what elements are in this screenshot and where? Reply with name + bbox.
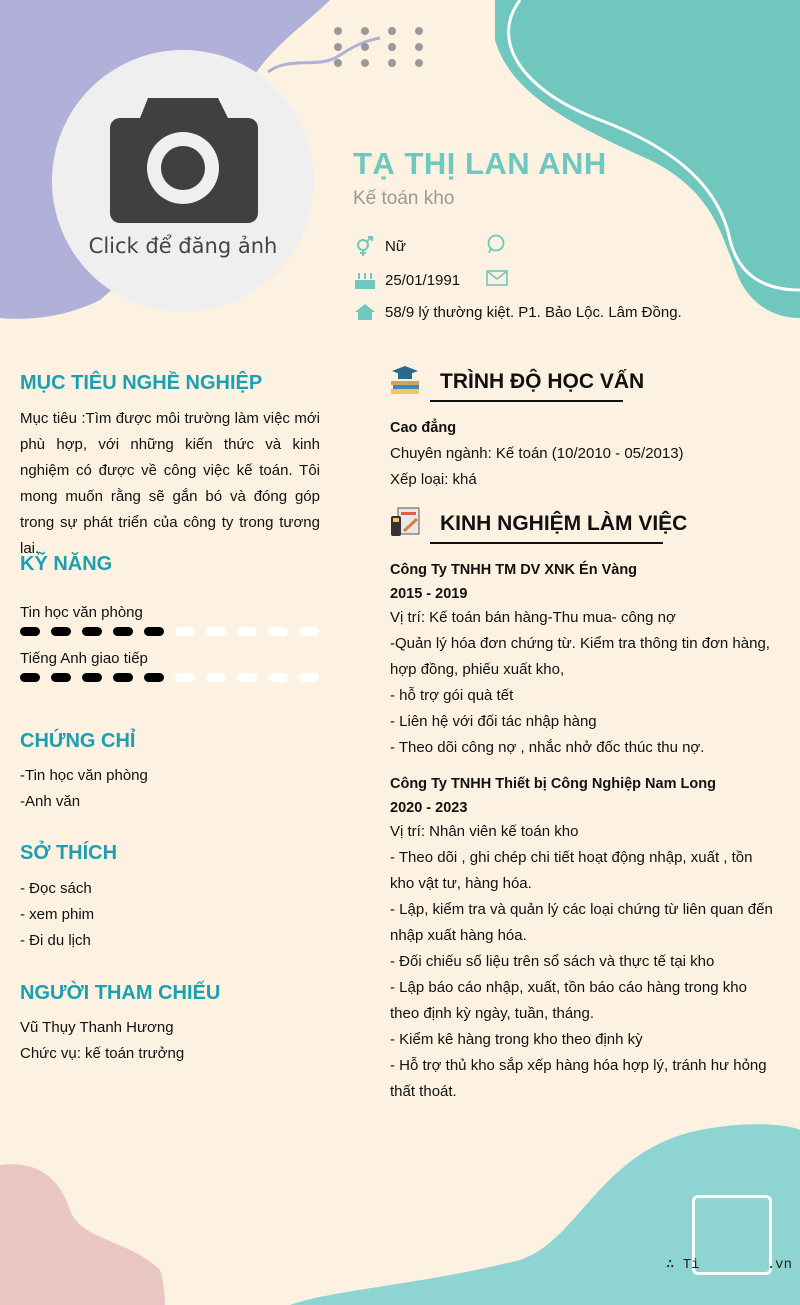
job-line: - Liên hệ với đối tác nhập hàng [390, 713, 597, 730]
birthday-row [355, 270, 460, 290]
home-icon [355, 303, 375, 321]
address-value: 58/9 lý thường kiệt. P1. Bảo Lộc. Lâm Đồng. [385, 303, 682, 321]
job-entry [390, 771, 775, 1105]
skill-name: Tin học văn phòng [20, 604, 143, 621]
reference-item: Vũ Thụy Thanh Hương [20, 1019, 174, 1036]
objective-heading: MỤC TIÊU NGHỀ NGHIỆP [20, 372, 263, 394]
gender-value: Nữ [385, 237, 406, 255]
cake-icon [355, 270, 375, 290]
hobbies-list [20, 876, 320, 954]
skill-name: Tiếng Anh giao tiếp [20, 650, 148, 667]
whatsapp-icon[interactable] [486, 234, 506, 254]
job-line: - Lập, kiểm tra và quản lý các loại chứng từ liên quan đến nhập xuất hàng hóa. [390, 901, 773, 944]
upload-photo-button[interactable] [52, 50, 314, 312]
reference-item: Chức vụ: kế toán trưởng [20, 1045, 185, 1062]
job-line: Vị trí: Kế toán bán hàng-Thu mua- công nợ [390, 609, 676, 626]
cert-item: -Tin học văn phòng [20, 767, 148, 784]
experience-heading: KINH NGHIỆM LÀM VIỆC [440, 512, 688, 535]
job-title: Kế toán kho [353, 188, 455, 209]
reference-heading: NGƯỜI THAM CHIẾU [20, 982, 221, 1004]
divider [430, 542, 663, 544]
education-heading: TRÌNH ĐỘ HỌC VẤN [440, 370, 645, 393]
email-icon[interactable] [486, 270, 508, 286]
experience-icon [390, 507, 420, 537]
job-line: - hỗ trợ gói quà tết [390, 687, 514, 704]
hobby-item: - Đi du lịch [20, 932, 91, 949]
job-entry [390, 557, 775, 761]
birthday-value: 25/01/1991 [385, 271, 461, 289]
job-line: - Lập báo cáo nhập, xuất, tồn báo cáo hàng trong kho theo định kỳ ngày, tuần, tháng. [390, 979, 747, 1022]
education-rank: Xếp loại: khá [390, 471, 477, 488]
job-line: - Đối chiếu số liệu trên sổ sách và thực tế tại kho [390, 953, 715, 970]
watermark: ∴ Ti .vn [665, 1257, 792, 1273]
divider [430, 400, 623, 402]
education-major: Chuyên ngành: Kế toán (10/2010 - 05/2013) [390, 445, 684, 462]
hobby-item: - xem phim [20, 906, 95, 923]
cert-item: -Anh văn [20, 793, 81, 810]
education-icon [390, 365, 420, 395]
upload-photo-label: Click để đăng ảnh [88, 234, 278, 258]
skill-rating [20, 673, 319, 682]
education-details [390, 415, 775, 493]
skill-rating [20, 627, 319, 636]
job-line: - Kiểm kê hàng trong kho theo định kỳ [390, 1031, 643, 1048]
candidate-name: TẠ THỊ LAN ANH [353, 146, 607, 181]
job-company: Công Ty TNHH TM DV XNK Én Vàng [390, 562, 638, 578]
job-line: - Theo dõi , ghi chép chi tiết hoạt động nhập, xuất , tồn kho vật tư, hàng hóa. [390, 849, 753, 892]
camera-icon [103, 88, 263, 228]
job-period: 2015 - 2019 [390, 586, 468, 602]
education-degree: Cao đẳng [390, 420, 457, 436]
job-line: -Quản lý hóa đơn chứng từ. Kiểm tra thông tin đơn hàng, hợp đồng, phiếu xuất kho, [390, 635, 770, 678]
job-line: Vị trí: Nhân viên kế toán kho [390, 823, 579, 840]
certs-heading: CHỨNG CHỈ [20, 730, 136, 752]
hobby-item: - Đọc sách [20, 880, 92, 897]
certs-list [20, 763, 320, 815]
job-line: - Theo dõi công nợ , nhắc nhở đốc thúc thu nợ. [390, 739, 705, 756]
skills-heading: KỸ NĂNG [20, 553, 113, 575]
reference-list [20, 1015, 320, 1067]
gender-row [355, 236, 406, 256]
gender-icon [355, 236, 375, 256]
address-row [355, 303, 682, 321]
job-period: 2020 - 2023 [390, 800, 468, 816]
job-line: - Hỗ trợ thủ kho sắp xếp hàng hóa hợp lý, tránh hư hỏng thất thoát. [390, 1057, 767, 1100]
job-company: Công Ty TNHH Thiết bị Công Nghiệp Nam Long [390, 776, 716, 792]
hobbies-heading: SỞ THÍCH [20, 842, 118, 864]
objective-text: Mục tiêu :Tìm được môi trường làm việc mới phù hợp, với những kiến thức và kinh nghiệm có được về công việc kế toán. Tôi mong muốn rằng sẽ gắn bó và đóng góp trong sự phát triển của công ty trong tương lai. [20, 410, 320, 557]
